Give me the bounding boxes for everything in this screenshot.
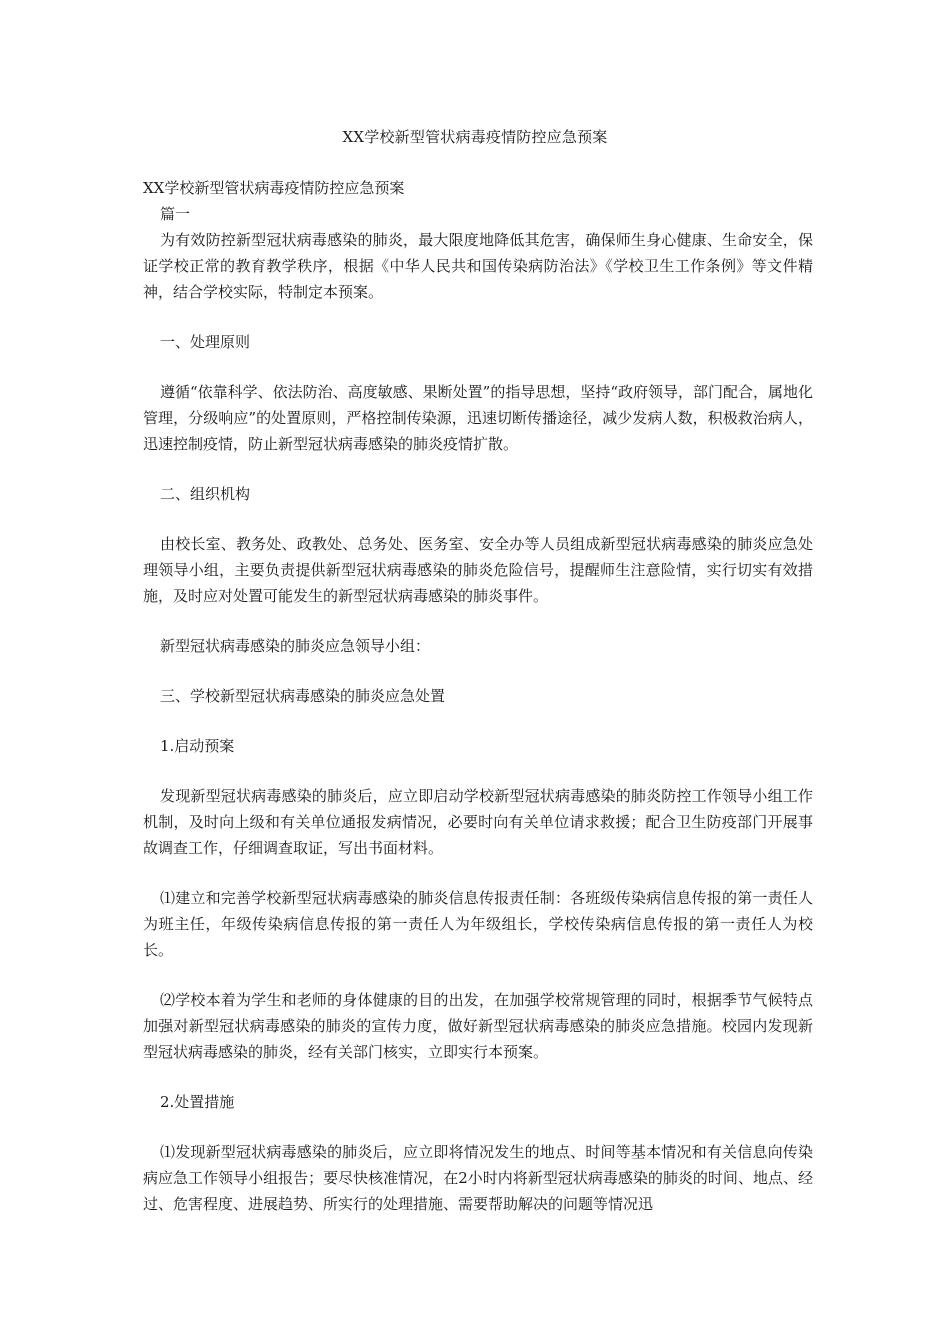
part-label: 篇一 xyxy=(160,205,191,223)
subsection-1-heading: 1.启动预案 xyxy=(160,737,235,755)
subsection-1-paragraph: 发现新型冠状病毒感染的肺炎后，应立即启动学校新型冠状病毒感染的肺炎防控工作领导小组工作机制，及时向上级和有关单位通报发病情况，必要时向有关单位请求救援；配合卫生防疫部门开展事故调查工作，仔细调查取证，写出书面材料。 xyxy=(143,787,813,857)
document-subtitle: XX学校新型管状病毒疫情防控应急预案 xyxy=(143,179,405,197)
subsection-2-item-1: ⑴发现新型冠状病毒感染的肺炎后，应立即将情况发生的地点、时间等基本情况和有关信息向传染病应急工作领导小组报告；要尽快核准情况，在2小时内将新型冠状病毒感染的肺炎的时间、地点、经过、危害程度、进展趋势、所实行的处理措施、需要帮助解决的问题等情况迅 xyxy=(143,1143,813,1213)
section-1-heading: 一、处理原则 xyxy=(160,333,251,351)
section-1-paragraph: 遵循“依靠科学、依法防治、高度敏感、果断处置”的指导思想，坚持“政府领导，部门配合，属地化管理，分级响应”的处置原则，严格控制传染源，迅速切断传播途径，减少发病人数，积极救治病人，迅速控制疫情，防止新型冠状病毒感染的肺炎疫情扩散。 xyxy=(143,383,814,453)
subsection-2-heading: 2.处置措施 xyxy=(160,1093,235,1111)
section-2-group-label: 新型冠状病毒感染的肺炎应急领导小组： xyxy=(160,637,431,655)
subsection-1-item-1: ⑴建立和完善学校新型冠状病毒感染的肺炎信息传报责任制：各班级传染病信息传报的第一责任人为班主任，年级传染病信息传报的第一责任人为年级组长，学校传染病信息传报的第一责任人为校长。 xyxy=(143,889,813,959)
document-body xyxy=(143,175,813,1217)
document-title: XX学校新型管状病毒疫情防控应急预案 xyxy=(342,128,608,146)
section-3-heading: 三、学校新型冠状病毒感染的肺炎应急处置 xyxy=(160,687,446,705)
intro-paragraph: 为有效防控新型冠状病毒感染的肺炎，最大限度地降低其危害，确保师生身心健康、生命安全，保证学校正常的教育教学秩序，根据《中华人民共和国传染病防治法》《学校卫生工作条例》等文件精神，结合学校实际，特制定本预案。 xyxy=(143,231,813,301)
section-2-heading: 二、组织机构 xyxy=(160,485,251,503)
section-2-paragraph: 由校长室、教务处、政教处、总务处、医务室、安全办等人员组成新型冠状病毒感染的肺炎应急处理领导小组，主要负责提供新型冠状病毒感染的肺炎危险信号，提醒师生注意险情，实行切实有效措施，及时应对处置可能发生的新型冠状病毒感染的肺炎事件。 xyxy=(143,535,813,605)
subsection-1-item-2: ⑵学校本着为学生和老师的身体健康的目的出发，在加强学校常规管理的同时，根据季节气候特点加强对新型冠状病毒感染的肺炎的宣传力度，做好新型冠状病毒感染的肺炎应急措施。校园内发现新型冠状病毒感染的肺炎，经有关部门核实，立即实行本预案。 xyxy=(143,991,813,1061)
